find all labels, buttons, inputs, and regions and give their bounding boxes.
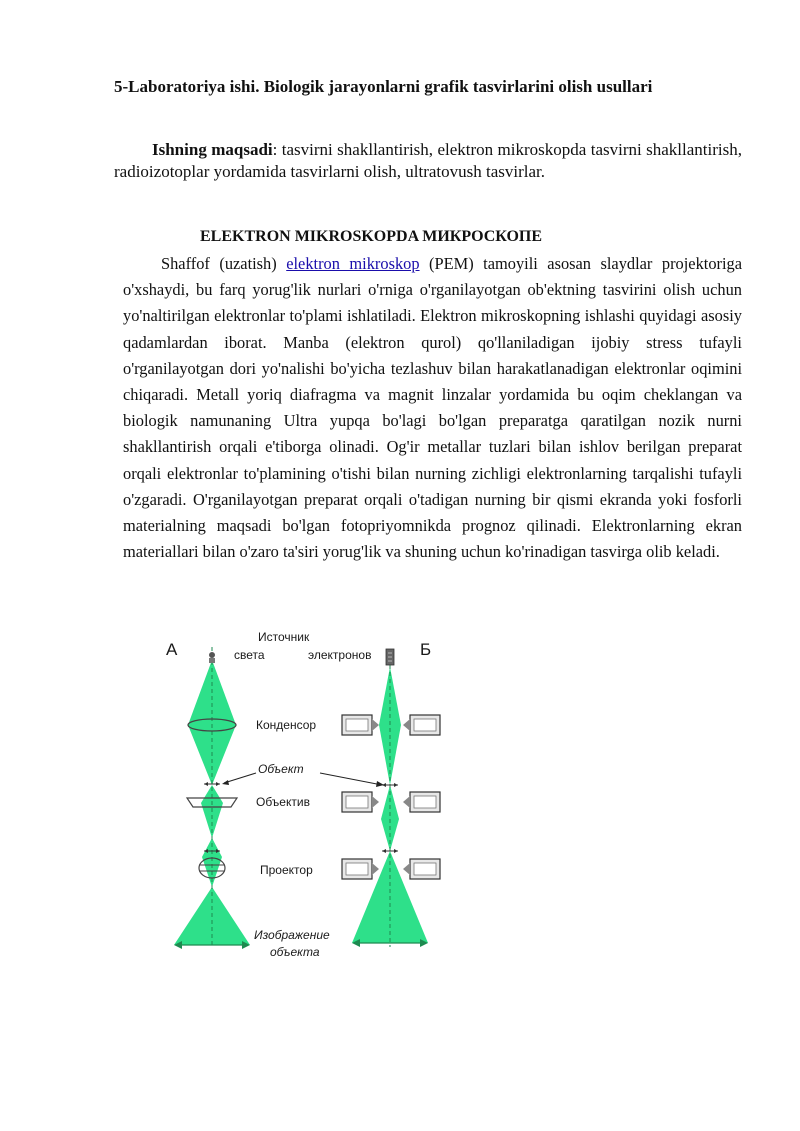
label-image-line2: объекта <box>270 945 320 959</box>
goal-label: Ishning maqsadi <box>152 140 273 159</box>
electron-gun-icon <box>386 649 394 665</box>
label-b: Б <box>420 640 432 659</box>
microscope-diagram <box>160 625 460 965</box>
label-objective: Объектив <box>256 795 310 809</box>
paragraph-intro: Shaffof (uzatish) <box>161 254 287 273</box>
label-object: Объект <box>258 762 304 776</box>
label-a: А <box>166 640 178 659</box>
light-source-icon <box>209 652 215 663</box>
label-projector: Проектор <box>260 863 313 877</box>
label-source-line2: света <box>234 648 265 662</box>
goal-text: : tasvirni shakllantirish, elektron mikroskopda tasvirni shakllantirish, radioizotoplar yordamida tasvirlarni olish, ultratovush tasvirlar. <box>114 140 742 181</box>
label-source-line1: Источник <box>258 630 310 644</box>
goal-paragraph <box>114 139 742 183</box>
label-source-electrons: электронов <box>308 648 372 662</box>
label-image-line1: Изображение <box>254 928 330 942</box>
section-heading: ELEKTRON MIKROSKOPDA МИКРОСКОПЕ <box>200 228 543 245</box>
body-paragraph <box>123 251 742 565</box>
label-condenser: Конденсор <box>256 718 317 732</box>
paragraph-body: (PEM) tamoyili asosan slaydlar projektoriga o'xshaydi, bu farq yorug'lik nurlari o'rniga o'rganilayotgan ob'ektning tasvirini olish uchun yo'naltirilgan elektronlar to'plami ishlatiladi. Elektron mikroskopning ishlashi quyidagi asosiy qadamlardan iborat. Manba (elektron qurol) qo'llaniladigan ijobiy stress tufayli o'rganilayotgan dori yo'nalishi bo'yicha tezlashuv bilan harakatlanadigan elektronlar oqimini chiqaradi. Metall yoriq diafragma va magnit linzalar yordamida bu oqim cheklangan va biologik namunaning Ultra yupqa bo'lagi bo'lgan preparatga qaratilgan nozik nurni shakllantirish orqali e'tiborga olinadi. Og'ir metallar tuzlari bilan ishlov berilgan preparat orqali elektronlar to'plamining o'tishi bilan nurning zichligi elektronlarning tarqalishi tufayli o'zgaradi. O'rganilayotgan preparat orqali o'tadigan nurning bir qismi ekranda yoki fosforli materialning maqsadi bo'lgan fotopriyomnikda prognoz qilinadi. Elektronlarning ekran materiallari bilan o'zaro ta'siri yorug'lik va shuning uchun ko'rinadigan tasvirga olib keladi. <box>123 254 742 562</box>
page-title: 5-Laboratoriya ishi. Biologik jarayonlarni grafik tasvirlarini olish usullari <box>114 77 653 96</box>
electron-microscope-link[interactable]: elektron mikroskop <box>286 254 420 273</box>
